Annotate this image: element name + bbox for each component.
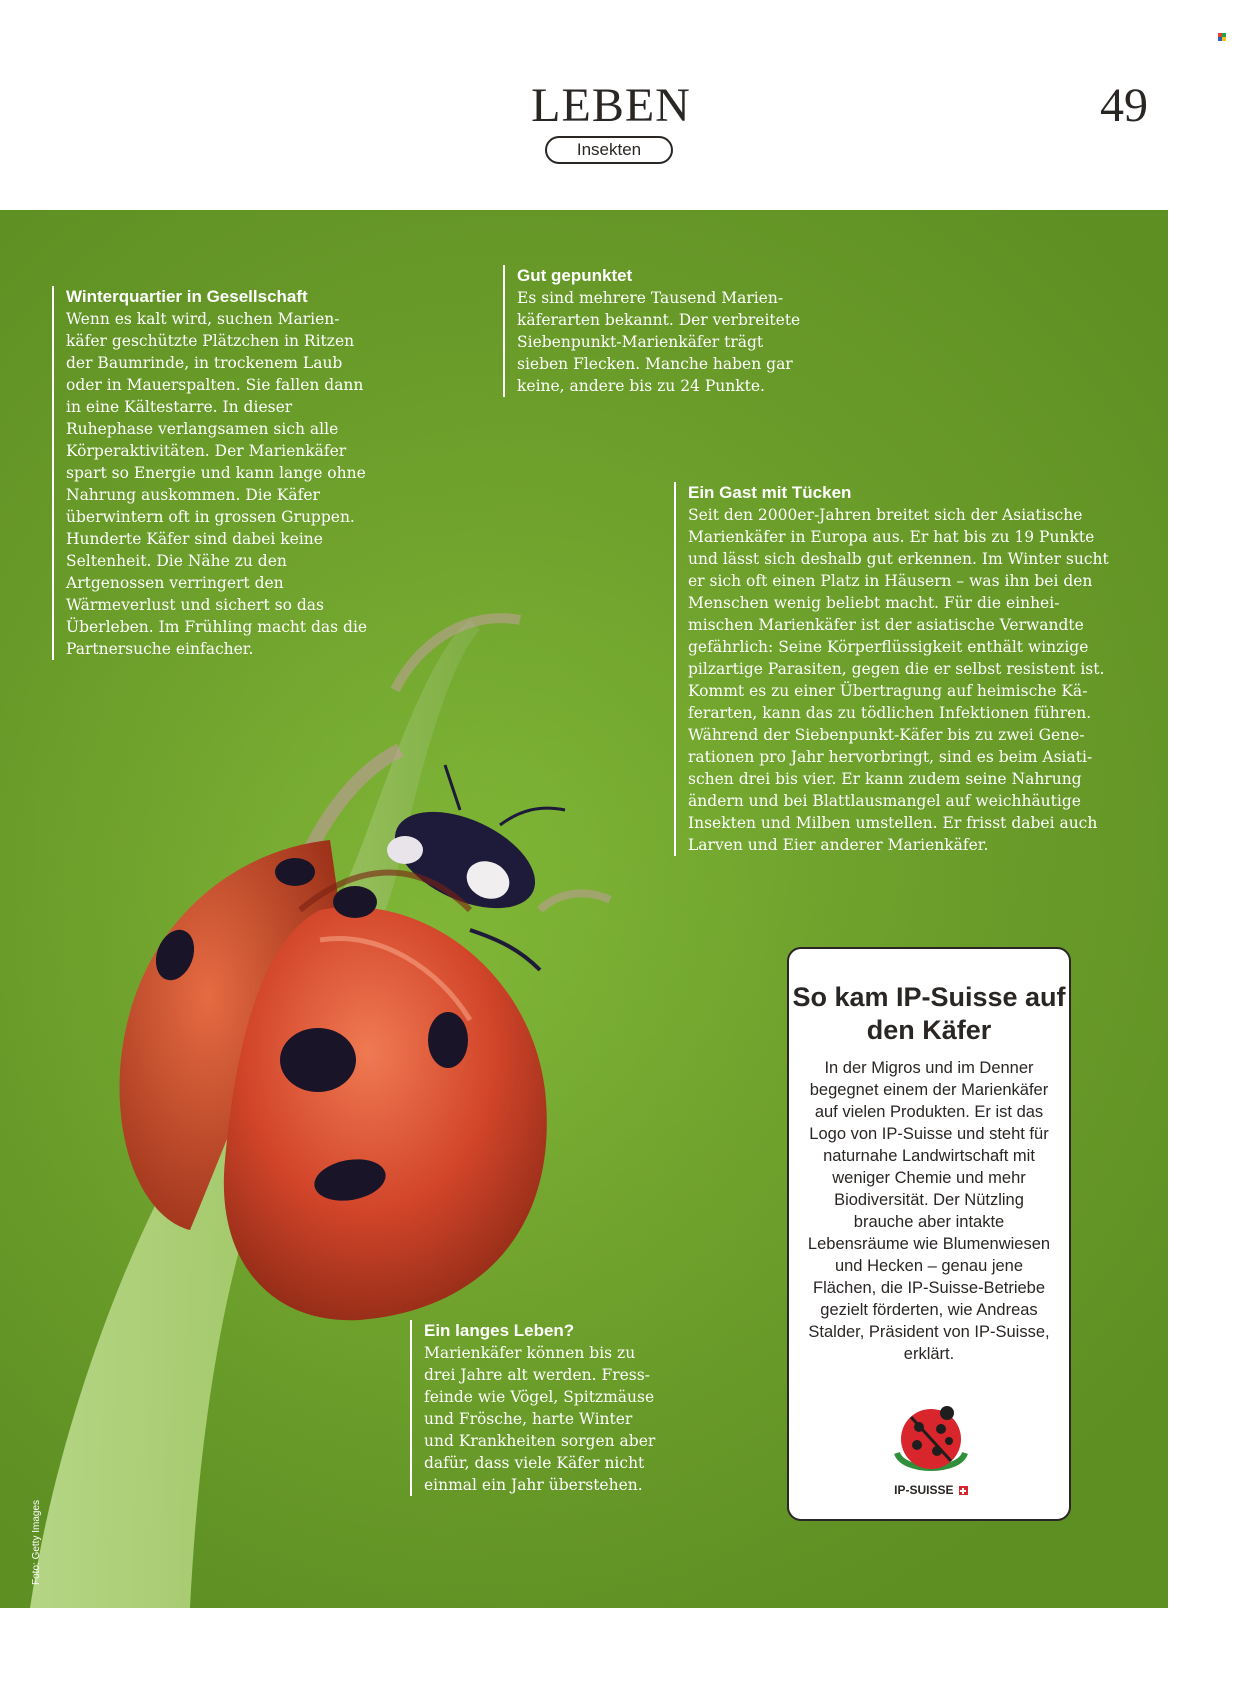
article-guest xyxy=(674,482,1118,856)
article-heading: Gut gepunktet xyxy=(517,266,633,285)
color-marker xyxy=(1218,33,1227,41)
article-body: Wenn es kalt wird, suchen Marienkäfer geschützte Plätzchen in Ritzen der Baumrinde, in trockenem Laub oder in Mauerspalten. Sie fallen dann in eine Kältestarre. In dieser Ruhephase verlangsamen sich alle Körperaktivitäten. Der Marienkäfer spart so Energie und kann lange ohne Nahrung auskommen. Die Käfer überwintern oft in grossen Gruppen. Hunderte Käfer sind dabei keine Seltenheit. Die Nähe zu den Artgenossen verringert den Wärmeverlust und sichert so das Überleben. Im Frühling macht das die Partnersuche einfacher. xyxy=(66,310,368,658)
article-body: Es sind mehrere Tausend Marienkäferarten bekannt. Der verbreitete Siebenpunkt-Marienkäfer trägt sieben Flecken. Manche haben gar keine, andere bis zu 24 Punkte. xyxy=(517,289,801,395)
article-lifespan xyxy=(410,1320,664,1496)
article-winter xyxy=(52,286,368,660)
article-heading: Winterquartier in Gesellschaft xyxy=(66,287,308,306)
photo-credit: Foto: Getty Images xyxy=(31,1499,42,1585)
article-heading: Ein Gast mit Tücken xyxy=(688,483,852,502)
infobox-body: In der Migros und im Denner begegnet einem der Marienkäfer auf vielen Produkten. Er ist das Logo von IP-Suisse und steht für naturnahe Landwirtschaft mit weniger Chemie und mehr Biodiversität. Der Nützling brauche aber intakte Lebensräume wie Blumenwiesen und Hecken – genau jene Flächen, die IP-Suisse-Betriebe gezielt förderten, wie Andreas Stalder, Präsident von IP-Suisse, erklärt. xyxy=(807,1059,1051,1363)
article-heading: Ein langes Leben? xyxy=(424,1321,575,1340)
section-title: LEBEN xyxy=(531,79,691,132)
ladybug-logo-icon xyxy=(889,1401,973,1481)
category-pill: Insekten xyxy=(545,136,673,164)
page-number: 49 xyxy=(1100,79,1148,132)
article-body: Marienkäfer können bis zu drei Jahre alt werden. Fressfeinde wie Vögel, Spitzmäuse und Frösche, harte Winter und Krankheiten sorgen aber dafür, dass viele Käfer nicht einmal ein Jahr überstehen. xyxy=(424,1344,656,1494)
article-body: Seit den 2000er-Jahren breitet sich der Asiatische Marienkäfer in Europa aus. Er hat bis zu 19 Punkte und lässt sich deshalb gut erkennen. Im Winter sucht er sich oft einen Platz in Häusern – was ihn bei den Menschen wenig beliebt macht. Für die einheimischen Marienkäfer ist der asiatische Verwandte gefährlich: Seine Körperflüssigkeit enthält winzige pilzartige Parasiten, gegen die er selbst resistent ist. Kommt es zu einer Übertragung auf heimische Käferarten, kann das zu tödlichen Infektionen führen. Während der Siebenpunkt-Käfer bis zu zwei Generationen pro Jahr hervorbringt, sind es beim Asiatischen drei bis vier. Er kann zudem seine Nahrung ändern und bei Blattlausmangel auf weichhäutige Insekten und Milben umstellen. Er frisst dabei auch Larven und Eier anderer Marienkäfer. xyxy=(688,506,1109,854)
infobox-title: So kam IP-Suisse auf den Käfer xyxy=(792,982,1066,1045)
logo-text: IP-SUISSE xyxy=(894,1483,954,1497)
swiss-cross-icon xyxy=(959,1486,968,1495)
ip-suisse-infobox xyxy=(787,947,1071,1521)
ip-suisse-logo xyxy=(889,1401,973,1501)
article-spots xyxy=(503,265,817,397)
